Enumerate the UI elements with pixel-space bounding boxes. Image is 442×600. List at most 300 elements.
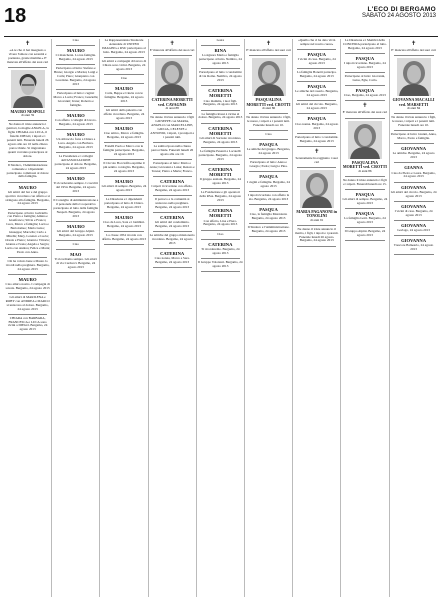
notice-text: Ti ricordiamo sempre. Gli amici di via Carducci. Bergamo, 24 agosto 2013 [54, 257, 98, 270]
notice-block [198, 261, 243, 269]
notice-name: PASQUA [259, 206, 278, 212]
notice-block [5, 164, 50, 180]
notice-separator [201, 188, 240, 189]
notice-separator [345, 100, 384, 101]
notice-text: di anni 91 [310, 217, 324, 222]
notice-separator [56, 89, 95, 90]
notice-text: I nipoti ti ricordano con affetto. Bergamo, 24 agosto 2013 [151, 183, 193, 192]
notice-text: Gli amici e compagni di lavoro di Chiara sono vicini. Bergamo, 24 agosto 2013 [101, 58, 147, 71]
publication-name: L'ECO DI BERGAMO [367, 6, 436, 13]
notice-block [198, 242, 243, 256]
notice-block [53, 243, 98, 247]
notice-separator [56, 64, 95, 65]
notice-text: Partecipano al lutto: Anna e Giorgio; Paola; Luigi e Pina. [249, 160, 288, 169]
notice-text: Il Consiglio di Amministrazione e il personale della Cooperativa partecipano al lutto della famiglia Nespoli. Bergamo, 24 agosto 2013 [53, 198, 99, 218]
notice-block [150, 58, 195, 111]
notice-separator [201, 230, 240, 231]
notice-text: Trescore Balneario, 24 agosto 2013 [393, 243, 434, 252]
notice-text: Gotra [216, 39, 225, 42]
notice-text: Carla, Beppe e Cinzia con le famiglie. Bergamo, 24 agosto 2013 [104, 91, 144, 103]
notice-name: MAURO [66, 112, 85, 118]
notice-name: CATERINA [208, 241, 233, 247]
notice-name: MAURO [18, 184, 37, 190]
notice-separator [201, 205, 240, 206]
notice-text: Il Gruppo Volontari. Bergamo, 24 agosto 2013 [198, 259, 243, 268]
notice-separator [201, 68, 240, 69]
notice-name: CATERINA [160, 178, 185, 184]
notice-block [342, 192, 387, 206]
notice-block [5, 296, 50, 312]
notice-text: La salma riposa nella chiesa parrocchiale. Funerali lunedì 26 agosto alle ore 10. [151, 143, 194, 156]
notice-separator [8, 161, 47, 162]
notice-separator [104, 142, 143, 143]
notice-name: CATERINA MORETTI [208, 88, 233, 99]
notice-separator [8, 182, 47, 183]
notice-block [101, 86, 146, 104]
notice-text: Ciao da Luca, Sara e i bambini. Bergamo, 24 agosto 2013 [103, 220, 145, 229]
notice-text: Ciao amico, Marco e famiglia. Bergamo, 24 agosto 2013 [103, 131, 145, 139]
notice-block [342, 75, 387, 83]
notice-separator [201, 110, 240, 111]
notice-block [53, 113, 98, 127]
notice-separator [153, 267, 192, 268]
column-5 [197, 39, 245, 597]
notice-separator [394, 220, 434, 221]
notice-block [198, 126, 243, 145]
notice-name: CATERINA MORETTI [208, 166, 233, 178]
notice-separator [8, 314, 47, 315]
notice-text: Ciao amico nostro. I compagni di scuola. Bergamo, 24 agosto 2013 [5, 281, 50, 290]
notice-text: Partecipano al lutto i condomini di via Roma. Nembro, 24 agosto 2013 [198, 70, 242, 83]
notice-block [294, 136, 339, 144]
notice-separator [345, 227, 384, 228]
notice-separator [297, 68, 336, 69]
notice-text: «A te che ci hai insegnato a vivere l'amore con serenità e pazienza, grazie mamma.» E' mancata all'affetto dei suoi cari [7, 48, 49, 64]
notice-block [294, 84, 339, 98]
notice-block [294, 52, 339, 66]
notice-text: Gli amici del circolo. Bergamo, 24 agosto 2013 [295, 102, 338, 111]
notice-separator [394, 235, 434, 236]
notice-name: CATERINA [160, 214, 185, 220]
notice-text: Ti ricorderemo. Bergamo, 24 agosto 2013 [201, 246, 240, 255]
notice-text: I vicini di casa. Bergamo, 24 agosto 2013 [394, 208, 433, 217]
notice-block [391, 204, 437, 218]
notice-separator [104, 212, 143, 213]
notice-block [246, 174, 291, 188]
notice-text: Ciao [72, 241, 79, 246]
notice-text: Partecipano al lutto i cugini: Marco e Lucia; Franco; Graziella; Giovanni; Ivana; Roberto e famiglie. [53, 91, 99, 107]
notice-block [5, 41, 50, 65]
notice-text: Partecipano al lutto: Gianni, Anna, Marco, Paolo e famiglie. [390, 132, 437, 140]
notice-block [150, 198, 195, 210]
notice-text: La Rappresentanza Sindacale Aziendale di UNITED IMAGING e RSU partecipano al lutto. Bergamo, 24 agosto 2013 [102, 39, 146, 54]
notice-text: La signora Maria e famiglia partecipano al lutto. Nembro, 24 agosto 2013 [198, 53, 242, 66]
notice-separator [345, 176, 384, 177]
notice-separator [345, 53, 384, 54]
notice-text: I nipoti ricordano. Bergamo, 24 agosto 2013 [344, 61, 386, 70]
notice-separator [249, 55, 288, 56]
notice-block [150, 251, 195, 265]
notice-separator [201, 271, 240, 272]
notice-block [101, 215, 146, 229]
notice-text: CHIARA con BARBARA, FRANCESCA e LUCA sono vicini a DIEGO. Bergamo, 24 agosto 2013 [7, 315, 48, 332]
notice-name: MAURO [66, 132, 85, 138]
notice-text: Ciao nonna. Bergamo, 24 agosto 2013 [295, 121, 339, 130]
notice-text: Le amiche del gruppo missionario ricordano. Bergamo, 24 agosto 2013 [149, 232, 195, 245]
notice-block [150, 215, 195, 229]
notice-name: MAURO [115, 214, 133, 220]
notice-text: Partecipano al lutto: Stefano e Bruno; Giorgio e Marisa; Luigi e Carla; Piero; Gianpietro con Loredana. Bergamo, 24 agosto 2013 [53, 66, 98, 86]
notice-separator [394, 55, 434, 56]
notice-text: Ciao, Bergamo, 24 agosto 2013 [344, 93, 386, 98]
notice-block [342, 56, 387, 70]
notice-name: PASQUA [259, 142, 278, 148]
notice-separator [56, 196, 95, 197]
notice-block [198, 113, 243, 121]
notice-text: Fratelli Paolo e Marco con le famiglie partecipano. Bergamo, 24 agosto 2013 [103, 144, 145, 156]
notice-text: Ne danno il triste annuncio i figli, le nuore, i nipoti e i parenti tutti. Funerale lunedì ore 10. [246, 115, 291, 127]
notice-separator [56, 272, 95, 273]
notice-text: Serenamente ha raggiunto i suoi cari [295, 155, 338, 164]
notice-separator [104, 123, 143, 124]
notice-text: di anni 88 [165, 106, 179, 111]
page-header [0, 0, 442, 34]
deceased-name: MAURO NESPOLI [10, 108, 45, 114]
notice-text: Con affetto, Lina e Piero. Bergamo, 24 agosto 2013 [203, 218, 238, 227]
notice-block [391, 133, 437, 141]
header-rule [4, 36, 438, 37]
notice-text: Il Circolo Bocciofila esprime il più sentito cordoglio. Bergamo, 24 agosto 2013 [103, 160, 145, 173]
notice-separator [56, 240, 95, 241]
notice-block [391, 58, 437, 111]
notice-separator [56, 249, 95, 250]
notice-text: I nipoti ricordano con affetto la zia. Bergamo, 24 agosto 2013 [247, 192, 290, 201]
notice-name: RINA [214, 48, 227, 54]
notice-block [101, 198, 146, 210]
notice-separator [153, 195, 192, 196]
notice-separator [56, 221, 95, 222]
notice-block [198, 191, 243, 203]
notice-separator [104, 83, 143, 84]
deceased-name: MARIA PAGANONI in TONOLINI [296, 208, 338, 219]
notice-text: di anni 84 [407, 106, 421, 111]
notice-block [246, 41, 291, 53]
notice-separator [345, 189, 384, 190]
notice-separator [8, 274, 47, 275]
notice-block [5, 277, 50, 291]
notice-block [246, 207, 291, 221]
notice-block [198, 167, 243, 186]
notice-text: Gli amici di sempre. Bergamo, 24 agosto 2013 [101, 184, 147, 192]
notice-separator [104, 57, 143, 58]
notice-name: PASQUA [307, 52, 326, 57]
notice-block [5, 212, 50, 255]
notice-text: Ciao [120, 75, 128, 80]
notice-text: Ciao nonna, Marco e Sara. Bergamo, 24 agosto 2013 [154, 256, 190, 264]
notice-separator [394, 130, 434, 131]
notice-text: I cugini e famiglie. Bergamo, 24 agosto 2013 [247, 179, 290, 188]
notice-separator [104, 231, 143, 232]
notice-separator [394, 182, 434, 183]
notice-text: Le amiche del gruppo. Bergamo, 24 agosto 2013 [246, 147, 291, 156]
notice-block [294, 103, 339, 111]
notice-text: Gorlago, 24 agosto 2013 [397, 228, 430, 233]
notice-text: Gli amici del bar e del gruppo sportivo ricordano con affetto e si stringono alla famiglia. Bergamo, 24 agosto 2013 [5, 189, 50, 206]
notice-separator [249, 236, 288, 237]
notice-text: «Quello che ci ha dato vivrà sempre nel nostro cuore» [298, 39, 336, 46]
notice-block [198, 233, 243, 237]
notice-text: Un abbraccio forte a Chiara e Luca. Angelo con Barbara. Bergamo, 24 agosto 2013 [56, 137, 96, 150]
notice-separator [249, 171, 288, 172]
notice-text: Ciao da Pietro e Laura. Bergamo, 24 agosto 2013 [391, 170, 436, 179]
column-1 [4, 39, 52, 597]
notice-block [391, 165, 437, 179]
notice-text: Le amiche. Bergamo, 24 agosto 2013 [392, 151, 435, 160]
notice-name: MAURO [115, 85, 133, 91]
notice-separator [153, 231, 192, 232]
notice-text: La famiglia Gotti. Bergamo, 24 agosto 2013 [344, 216, 386, 224]
page-number: 18 [4, 5, 27, 27]
notice-text: E' mancata all'affetto dei suoi cari [149, 48, 195, 52]
notice-separator [8, 67, 47, 68]
notice-text: Ciao [72, 39, 79, 42]
notice-name: GIOVANNA [401, 238, 427, 244]
notice-separator [56, 173, 95, 174]
notice-name: MAURO [66, 48, 85, 54]
notice-text: Gli amici della palestra con affetto ricordano. Bergamo, 24 agosto 2013 [103, 107, 145, 120]
cross-icon: ✝ [314, 148, 320, 155]
notice-block [294, 39, 339, 47]
notice-separator [56, 129, 95, 130]
notice-block [342, 230, 387, 238]
notice-text: La famiglia Rossi è vicina al dolore. Bergamo, 24 agosto 2013 [198, 111, 243, 120]
notice-name: GIOVANNA [401, 184, 427, 190]
notice-separator [153, 248, 192, 249]
notice-block [5, 317, 50, 333]
notice-separator [249, 204, 288, 205]
notice-text: Ciao, la famiglia Mazzoleni. Bergamo, 24 agosto 2013 [249, 211, 288, 220]
deceased-name: CATERINA MORETTI ved. CAVAGNIS [151, 97, 193, 107]
notice-text: E' mancata all'affetto dei suoi cari [342, 110, 388, 115]
notice-block [53, 39, 98, 43]
notice-block [342, 211, 387, 225]
notice-separator [153, 159, 192, 160]
column-8 [341, 39, 389, 597]
notice-name: MAURO [115, 178, 133, 184]
notice-block [101, 162, 146, 174]
notice-separator [153, 113, 192, 114]
notice-text: Ne danno il triste annuncio i figli, le nuore, i nipoti e i parenti tutti. Funerale lunedì ore 10. [391, 115, 436, 127]
notice-separator [56, 152, 95, 153]
notice-text: Gli amici del Gruppo Alpini. Bergamo, 24 agosto 2013 [56, 228, 95, 237]
notice-name: PASQUA [259, 174, 278, 180]
portrait-photo [348, 121, 382, 159]
notice-separator [297, 225, 336, 226]
notice-separator [297, 146, 336, 147]
notice-block [53, 92, 98, 108]
notice-separator [8, 257, 47, 258]
columns-container [4, 39, 438, 597]
notice-name: GIOVANNA [401, 146, 427, 152]
notice-separator [201, 85, 240, 86]
notice-block [5, 260, 50, 272]
notice-text: Ne danno il triste annuncio i figli e i nipoti. Funerali lunedì ore 15. [343, 177, 387, 186]
notice-separator [345, 72, 384, 73]
notice-block [198, 208, 243, 227]
notice-separator [394, 254, 434, 255]
column-7 [293, 39, 341, 597]
cross-icon: ✝ [411, 41, 417, 47]
notice-separator [153, 212, 192, 213]
notice-separator [297, 113, 336, 114]
notice-text: Gli amici del circolo. Bergamo, 24 agosto 2013 [390, 189, 437, 198]
notice-block [198, 71, 243, 83]
notice-separator [104, 195, 143, 196]
notice-text: Gli amici del condominio. Bergamo, 24 agosto 2013 [154, 219, 190, 228]
publication-masthead [362, 6, 436, 20]
portrait-photo [300, 170, 334, 208]
notice-block [53, 224, 98, 238]
notice-text: Gli amici di MARILENA e ROBY con ANDREA e MARCO si uniscono al dolore. Bergamo, 24 agosto 2013 [5, 294, 50, 311]
notice-text: di anni 59 [21, 113, 35, 118]
notice-text: E' mancata all'affetto dei suoi cari [246, 48, 291, 52]
notice-block [246, 194, 291, 202]
notice-separator [201, 147, 240, 148]
notice-block [342, 39, 387, 51]
notice-block [246, 142, 291, 156]
notice-separator [8, 120, 47, 121]
deceased-name: PASQUALINA MORETTI ved. CROTTI [246, 97, 291, 107]
column-3 [100, 39, 148, 597]
notice-name: GIANNA [404, 165, 423, 171]
notice-block [53, 48, 98, 62]
publication-date: SABATO 24 AGOSTO 2013 [361, 13, 436, 19]
notice-text: Il Sindaco, l'Amministrazione comunale e i dipendenti partecipano commossi al dolore della famiglia. [6, 162, 49, 179]
notice-separator [201, 239, 240, 240]
notice-text: Ciao mamma, i tuoi figli. Bergamo, 24 agosto 2013 [203, 98, 238, 107]
notice-name: MAURO [66, 223, 85, 229]
notice-block [101, 39, 146, 55]
notice-separator [56, 110, 95, 111]
notice-block [294, 228, 339, 244]
notice-separator [104, 176, 143, 177]
notice-text: Gli amici di Sorisole ricordano. Bergamo, 24 agosto 2013 [199, 135, 242, 144]
notice-text: Ne danno il triste annuncio i genitori, la moglie ANGELA, la figlia CHIARA con LUCA, il fratello DIEGO, i nipoti e i parenti tutti. Funerale lunedì 26 agosto alle ore 10 nella chiesa parrocchiale. Si ringraziano quanti vorranno partecipare al dolore. [6, 122, 49, 158]
notice-block [150, 145, 195, 157]
notice-block [246, 226, 291, 234]
notice-separator [345, 118, 384, 119]
deceased-name: GIOVANNA MACALLI ved. MARSETTI [392, 97, 435, 107]
notice-text: Ne danno il triste annuncio i figli GIUSEPPE con MARIA, ANGELO con MARCELLINE, GIULIA, CELESTE e ANTONIO, i nipoti, i pronipoti e i parenti tutti. [150, 115, 195, 139]
notice-separator [249, 130, 288, 131]
notice-name: MAURO [66, 175, 85, 181]
notice-block [5, 70, 50, 118]
notice-block [391, 223, 437, 233]
notice-separator [249, 223, 288, 224]
notice-separator [345, 85, 384, 86]
notice-block [391, 41, 437, 53]
notice-text: Ti ricorderemo sempre. I coscritti del 1954. Bergamo, 24 agosto 2013 [53, 181, 98, 193]
notice-text: Ne danno il triste annuncio il marito, i figli, i nipoti e i parenti. Funerale lunedì 26 agosto. Bergamo, 24 agosto 2013 [295, 226, 339, 243]
notice-block [101, 145, 146, 157]
notice-text: di anni 86 [261, 106, 276, 111]
notice-text: La Fondazione e gli operatori della RSA. Bergamo, 24 agosto 2013 [199, 190, 242, 203]
column-4 [149, 39, 197, 597]
notice-text: di anni 86 [358, 168, 372, 173]
notice-text: Chi ha voluto bene a Mauro lo ricordi nella preghiera. Bergamo, 24 agosto 2013 [5, 258, 50, 271]
notice-block [391, 185, 437, 199]
notice-block [342, 103, 387, 115]
notice-block [150, 162, 195, 174]
notice-separator [104, 106, 143, 107]
notice-name: CATERINA MORETTI [208, 208, 233, 219]
portrait-photo [397, 58, 431, 96]
notice-block [5, 185, 50, 207]
cross-icon: ✝ [362, 103, 368, 110]
notice-separator [394, 113, 434, 114]
notice-separator [201, 45, 240, 46]
notice-name: MAURO [115, 125, 133, 131]
notice-text: La famiglia Bonetti partecipa. Bergamo, 24 agosto 2013 [296, 70, 337, 79]
notice-block [391, 116, 437, 128]
notice-name: GIOVANNA [401, 203, 427, 209]
notice-text: Partecipano al lutto: Gabriella con Pietro e famiglia; Amina e Gianfranco; Silvia e Franco; Luca, Marco e famiglie; Lucia e Bartolomeo; Maria Luisa; Giuseppe; Marcella; Carlo e Mirella; Mary, Lorenzo e Lucia; Orsola e Pietro; Gianni e Vittorio; Gianna e Ivana; Angela e Sergio; Lucia con Andrea; Felice e Marta; Paolo con Anna. [5, 210, 51, 254]
notice-block [246, 116, 291, 128]
notice-separator [201, 123, 240, 124]
notice-separator [249, 158, 288, 159]
notice-name: PASQUA [355, 88, 375, 94]
notice-separator [345, 240, 384, 241]
notice-separator [297, 246, 336, 247]
notice-separator [297, 133, 336, 134]
notice-name: CATERINA MORETTI [208, 125, 233, 136]
notice-block [53, 176, 98, 194]
notice-separator [297, 81, 336, 82]
notice-text: Ciao [217, 231, 224, 236]
notice-block [246, 161, 291, 169]
notice-text: Il Sindaco e l'Amministrazione. Bergamo, 24 agosto 2013 [247, 224, 290, 233]
notice-block [101, 234, 146, 242]
notice-block [198, 48, 243, 66]
notice-text: La Direzione e i dipendenti partecipano al lutto di Chiara. Bergamo, 24 agosto 2013 [104, 197, 144, 209]
notice-name: MAURO [18, 276, 37, 282]
notice-name: PASQUA [355, 191, 375, 197]
portrait-photo [155, 58, 189, 96]
notice-text: Gli amici di sempre. Bergamo, 24 agosto 2013 [342, 196, 388, 205]
cross-icon: ✝ [169, 41, 175, 47]
notice-text: Le amiche del rosario. Bergamo, 24 agosto 2013 [295, 89, 339, 98]
notice-separator [104, 159, 143, 160]
notice-separator [104, 244, 143, 245]
notice-block [101, 126, 146, 140]
notice-text: La classe 1954 ricorda con affetto. Bergamo, 24 agosto 2013 [101, 233, 146, 242]
notice-text: Il gruppo anziani. Bergamo, 24 agosto 2013 [199, 177, 241, 186]
notice-text: Ci mancherai. La tua famiglia. Bergamo, 24 agosto 2013 [55, 53, 96, 62]
notice-text: Ciao [265, 132, 272, 137]
notice-text: Il Gruppo Alpini. Bergamo, 24 agosto 2013 [344, 229, 386, 237]
notice-separator [249, 113, 288, 114]
notice-separator [8, 334, 47, 335]
notice-text: La Direzione e i Membri della CONCERIA partecipano al lutto. Bergamo, 24 agosto 2013 [343, 39, 387, 50]
notice-block [150, 234, 195, 246]
notice-block [101, 109, 146, 121]
notice-name: PASQUA [307, 116, 326, 122]
cross-icon: ✝ [25, 41, 31, 47]
notice-name: PASQUA [355, 55, 375, 61]
notice-separator [56, 45, 95, 46]
notice-separator [249, 139, 288, 140]
notice-text: Le famiglie Pesenti e Locatelli partecipano. Bergamo, 24 agosto 2013 [198, 148, 243, 161]
